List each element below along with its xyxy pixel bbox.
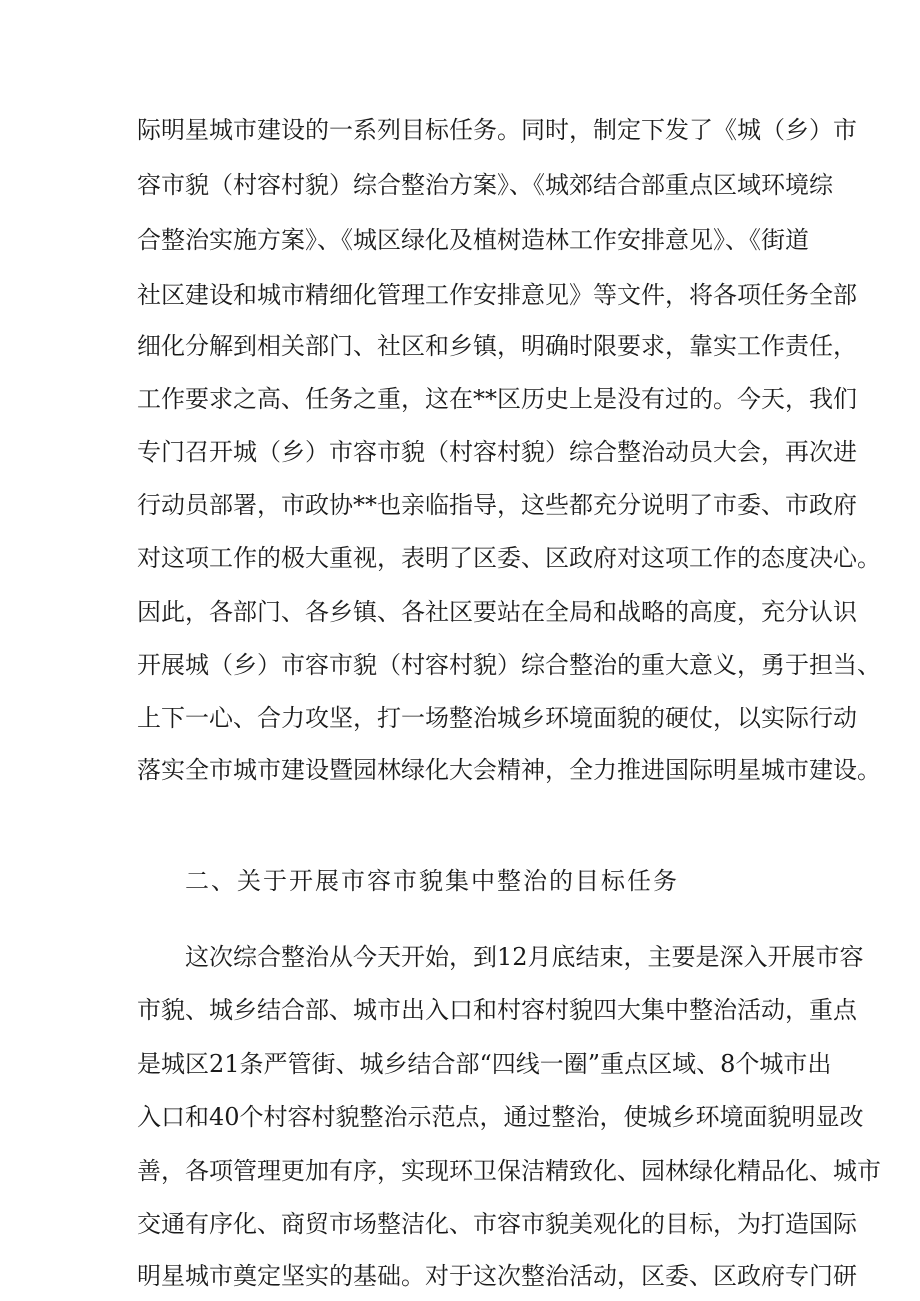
paragraph-1-line-2: 容市貌（村容村貌）综合整治方案》、《城郊结合部重点区域环境综 — [137, 171, 833, 199]
paragraph-1-line-11: 开展城（乡）市容市貌（村容村貌）综合整治的重大意义，勇于担当、 — [137, 651, 881, 679]
paragraph-1-line-4: 社区建设和城市精细化管理工作安排意见》等文件，将各项任务全部 — [137, 281, 857, 309]
paragraph-1-line-10: 因此，各部门、各乡镇、各社区要站在全局和战略的高度，充分认识 — [137, 598, 857, 626]
paragraph-1-line-8: 行动员部署，市政协**也亲临指导，这些都充分说明了市委、市政府 — [137, 491, 857, 519]
paragraph-2-line-6: 交通有序化、商贸市场整洁化、市容市貌美观化的目标，为打造国际 — [137, 1210, 857, 1238]
paragraph-1-line-13: 落实全市城市建设暨园林绿化大会精神，全力推进国际明星城市建设。 — [137, 756, 881, 784]
paragraph-2-line-4: 入口和40个村容村貌整治示范点，通过整治，使城乡环境面貌明显改 — [137, 1103, 864, 1131]
paragraph-2-line-7: 明星城市奠定坚实的基础。对于这次整治活动，区委、区政府专门研 — [137, 1262, 857, 1290]
paragraph-1-line-5: 细化分解到相关部门、社区和乡镇，明确时限要求，靠实工作责任， — [137, 332, 857, 360]
paragraph-1-line-7: 专门召开城（乡）市容市貌（村容村貌）综合整治动员大会，再次进 — [137, 438, 857, 466]
paragraph-2-line-5: 善，各项管理更加有序，实现环卫保洁精致化、园林绿化精品化、城市 — [137, 1157, 881, 1185]
paragraph-2-line-2: 市貌、城乡结合部、城市出入口和村容村貌四大集中整治活动，重点 — [137, 996, 857, 1024]
paragraph-1-line-12: 上下一心、合力攻坚，打一场整治城乡环境面貌的硬仗，以实际行动 — [137, 704, 857, 732]
paragraph-1-line-6: 工作要求之高、任务之重，这在**区历史上是没有过的。今天，我们 — [137, 385, 857, 413]
paragraph-2-line-3: 是城区21条严管街、城乡结合部“四线一圈”重点区域、8个城市出 — [137, 1050, 832, 1078]
paragraph-1-line-3: 合整治实施方案》、《城区绿化及植树造林工作安排意见》、《街道 — [137, 226, 809, 254]
paragraph-1-line-1: 际明星城市建设的一系列目标任务。同时，制定下发了《城（乡）市 — [137, 116, 857, 144]
paragraph-1-line-9: 对这项工作的极大重视，表明了区委、区政府对这项工作的态度决心。 — [137, 544, 881, 572]
paragraph-2-line-1: 这次综合整治从今天开始，到12月底结束，主要是深入开展市容 — [185, 943, 864, 971]
section-2-heading: 二、关于开展市容市貌集中整治的目标任务 — [185, 867, 679, 895]
